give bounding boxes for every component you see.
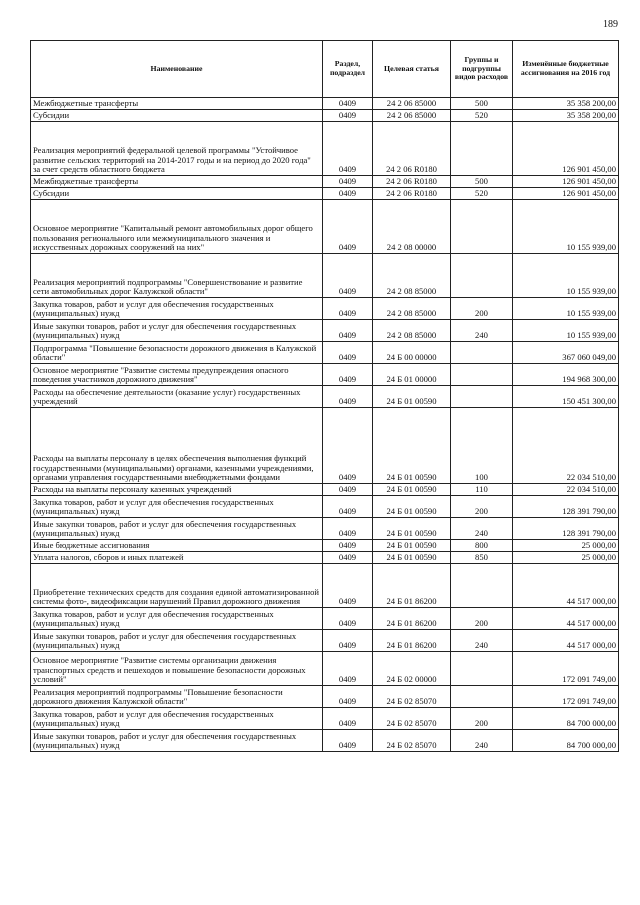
row-article: 24 Б 01 00590 xyxy=(373,518,451,540)
row-group: 500 xyxy=(451,176,513,188)
row-article: 24 Б 01 00590 xyxy=(373,496,451,518)
table-row xyxy=(31,200,619,254)
row-amount: 128 391 790,00 xyxy=(513,496,619,518)
table-row xyxy=(31,686,619,708)
row-article: 24 Б 02 85070 xyxy=(373,708,451,730)
row-article: 24 Б 01 00590 xyxy=(373,540,451,552)
table-row xyxy=(31,652,619,686)
row-group: 200 xyxy=(451,496,513,518)
row-amount: 10 155 939,00 xyxy=(513,298,619,320)
row-name: Приобретение технических средств для создания единой автоматизированной системы фото-, видеофиксации нарушений Правил дорожного движения xyxy=(31,564,323,608)
row-amount: 367 060 049,00 xyxy=(513,342,619,364)
row-name: Подпрограмма "Повышение безопасности дорожного движения в Калужской области" xyxy=(31,342,323,364)
row-section: 0409 xyxy=(323,496,373,518)
row-article: 24 2 08 85000 xyxy=(373,320,451,342)
row-amount: 126 901 450,00 xyxy=(513,188,619,200)
table-row xyxy=(31,630,619,652)
row-article: 24 2 06 85000 xyxy=(373,110,451,122)
row-name: Иные бюджетные ассигнования xyxy=(31,540,323,552)
row-article: 24 Б 01 86200 xyxy=(373,608,451,630)
row-group: 240 xyxy=(451,320,513,342)
row-amount: 172 091 749,00 xyxy=(513,686,619,708)
row-amount: 25 000,00 xyxy=(513,540,619,552)
row-name: Уплата налогов, сборов и иных платежей xyxy=(31,552,323,564)
header-groups: Группы и подгруппы видов расходов xyxy=(451,41,513,98)
row-section: 0409 xyxy=(323,484,373,496)
row-article: 24 Б 01 00590 xyxy=(373,386,451,408)
row-group: 100 xyxy=(451,408,513,484)
table-body xyxy=(31,98,619,752)
row-section: 0409 xyxy=(323,408,373,484)
table-row xyxy=(31,708,619,730)
row-group: 240 xyxy=(451,730,513,752)
row-article: 24 Б 01 00590 xyxy=(373,552,451,564)
row-section: 0409 xyxy=(323,200,373,254)
row-group: 850 xyxy=(451,552,513,564)
row-section: 0409 xyxy=(323,386,373,408)
row-group: 240 xyxy=(451,630,513,652)
row-section: 0409 xyxy=(323,254,373,298)
table-row xyxy=(31,122,619,176)
row-name: Реализация мероприятий федеральной целевой программы "Устойчивое развитие сельских территорий на 2014-2017 годы и на период до 2020 года" за счет средств областного бюджета xyxy=(31,122,323,176)
row-group xyxy=(451,364,513,386)
row-article: 24 2 08 85000 xyxy=(373,254,451,298)
row-group xyxy=(451,342,513,364)
row-section: 0409 xyxy=(323,686,373,708)
header-name: Наименование xyxy=(31,41,323,98)
row-group: 110 xyxy=(451,484,513,496)
header-section: Раздел, подраздел xyxy=(323,41,373,98)
row-section: 0409 xyxy=(323,122,373,176)
row-amount: 22 034 510,00 xyxy=(513,408,619,484)
row-article: 24 2 06 R0180 xyxy=(373,122,451,176)
row-amount: 194 968 300,00 xyxy=(513,364,619,386)
row-group xyxy=(451,386,513,408)
row-section: 0409 xyxy=(323,608,373,630)
row-section: 0409 xyxy=(323,518,373,540)
row-section: 0409 xyxy=(323,364,373,386)
row-name: Иные закупки товаров, работ и услуг для обеспечения государственных (муниципальных) нужд xyxy=(31,320,323,342)
row-article: 24 Б 01 00590 xyxy=(373,484,451,496)
table-row xyxy=(31,496,619,518)
row-name: Межбюджетные трансферты xyxy=(31,176,323,188)
table-row xyxy=(31,564,619,608)
row-group: 520 xyxy=(451,188,513,200)
row-amount: 126 901 450,00 xyxy=(513,122,619,176)
row-name: Расходы на выплаты персоналу в целях обеспечения выполнения функций государственными (муниципальными) органами, казенными учреждениями, органами управления государственными внебюджетными фондами xyxy=(31,408,323,484)
row-article: 24 Б 02 85070 xyxy=(373,686,451,708)
row-amount: 35 358 200,00 xyxy=(513,98,619,110)
table-row xyxy=(31,408,619,484)
row-name: Основное мероприятие "Капитальный ремонт автомобильных дорог общего пользования регионального или межмуниципального значения и искусственных дорожных сооружений на них" xyxy=(31,200,323,254)
row-section: 0409 xyxy=(323,630,373,652)
row-amount: 150 451 300,00 xyxy=(513,386,619,408)
table-row xyxy=(31,176,619,188)
row-amount: 44 517 000,00 xyxy=(513,564,619,608)
row-amount: 10 155 939,00 xyxy=(513,320,619,342)
row-name: Иные закупки товаров, работ и услуг для обеспечения государственных (муниципальных) нужд xyxy=(31,730,323,752)
row-name: Иные закупки товаров, работ и услуг для обеспечения государственных (муниципальных) нужд xyxy=(31,630,323,652)
row-name: Реализация мероприятий подпрограммы "Повышение безопасности дорожного движения Калужской области" xyxy=(31,686,323,708)
row-name: Расходы на выплаты персоналу казенных учреждений xyxy=(31,484,323,496)
row-amount: 84 700 000,00 xyxy=(513,708,619,730)
row-group: 200 xyxy=(451,608,513,630)
row-amount: 22 034 510,00 xyxy=(513,484,619,496)
row-name: Иные закупки товаров, работ и услуг для обеспечения государственных (муниципальных) нужд xyxy=(31,518,323,540)
table-row xyxy=(31,540,619,552)
row-amount: 44 517 000,00 xyxy=(513,630,619,652)
row-group: 200 xyxy=(451,298,513,320)
row-section: 0409 xyxy=(323,98,373,110)
row-amount: 25 000,00 xyxy=(513,552,619,564)
budget-table xyxy=(30,40,619,752)
row-group: 240 xyxy=(451,518,513,540)
table-row xyxy=(31,110,619,122)
table-row xyxy=(31,730,619,752)
header-amount: Изменённые бюджетные ассигнования на 2016 год xyxy=(513,41,619,98)
row-article: 24 Б 01 86200 xyxy=(373,630,451,652)
row-amount: 126 901 450,00 xyxy=(513,176,619,188)
row-section: 0409 xyxy=(323,564,373,608)
row-group: 800 xyxy=(451,540,513,552)
row-group xyxy=(451,200,513,254)
page-number: 189 xyxy=(603,19,618,30)
row-section: 0409 xyxy=(323,708,373,730)
row-section: 0409 xyxy=(323,540,373,552)
row-article: 24 Б 01 00000 xyxy=(373,364,451,386)
row-name: Субсидии xyxy=(31,188,323,200)
table-row xyxy=(31,552,619,564)
table-row xyxy=(31,484,619,496)
row-name: Реализация мероприятий подпрограммы "Совершенствование и развитие сети автомобильных дорог Калужской области" xyxy=(31,254,323,298)
row-article: 24 Б 01 86200 xyxy=(373,564,451,608)
row-amount: 35 358 200,00 xyxy=(513,110,619,122)
row-section: 0409 xyxy=(323,552,373,564)
row-article: 24 Б 00 00000 xyxy=(373,342,451,364)
header-article: Целевая статья xyxy=(373,41,451,98)
row-article: 24 2 06 85000 xyxy=(373,98,451,110)
row-group xyxy=(451,652,513,686)
row-section: 0409 xyxy=(323,110,373,122)
row-name: Основное мероприятие "Развитие системы предупреждения опасного поведения участников дорожного движения" xyxy=(31,364,323,386)
row-section: 0409 xyxy=(323,176,373,188)
row-name: Расходы на обеспечение деятельности (оказание услуг) государственных учреждений xyxy=(31,386,323,408)
row-amount: 128 391 790,00 xyxy=(513,518,619,540)
row-section: 0409 xyxy=(323,320,373,342)
row-article: 24 Б 01 00590 xyxy=(373,408,451,484)
row-name: Закупка товаров, работ и услуг для обеспечения государственных (муниципальных) нужд xyxy=(31,708,323,730)
row-section: 0409 xyxy=(323,298,373,320)
row-group: 500 xyxy=(451,98,513,110)
row-name: Закупка товаров, работ и услуг для обеспечения государственных (муниципальных) нужд xyxy=(31,608,323,630)
row-section: 0409 xyxy=(323,342,373,364)
table-row xyxy=(31,608,619,630)
row-name: Субсидии xyxy=(31,110,323,122)
row-group xyxy=(451,254,513,298)
table-row xyxy=(31,298,619,320)
row-name: Закупка товаров, работ и услуг для обеспечения государственных (муниципальных) нужд xyxy=(31,298,323,320)
row-group xyxy=(451,122,513,176)
row-amount: 10 155 939,00 xyxy=(513,200,619,254)
row-article: 24 2 06 R0180 xyxy=(373,188,451,200)
table-row xyxy=(31,518,619,540)
row-group xyxy=(451,686,513,708)
row-section: 0409 xyxy=(323,730,373,752)
row-article: 24 2 08 00000 xyxy=(373,200,451,254)
row-amount: 84 700 000,00 xyxy=(513,730,619,752)
row-article: 24 Б 02 85070 xyxy=(373,730,451,752)
row-section: 0409 xyxy=(323,652,373,686)
row-article: 24 2 08 85000 xyxy=(373,298,451,320)
row-name: Закупка товаров, работ и услуг для обеспечения государственных (муниципальных) нужд xyxy=(31,496,323,518)
table-row xyxy=(31,188,619,200)
row-name: Основное мероприятие "Развитие системы организации движения транспортных средств и пешеходов и повышение безопасности дорожных условий" xyxy=(31,652,323,686)
row-name: Межбюджетные трансферты xyxy=(31,98,323,110)
table-row xyxy=(31,364,619,386)
row-section: 0409 xyxy=(323,188,373,200)
row-article: 24 Б 02 00000 xyxy=(373,652,451,686)
row-article: 24 2 06 R0180 xyxy=(373,176,451,188)
table-row xyxy=(31,320,619,342)
table-row xyxy=(31,254,619,298)
table-row xyxy=(31,342,619,364)
table-row xyxy=(31,98,619,110)
table-header-row xyxy=(31,41,619,98)
table-row xyxy=(31,386,619,408)
row-amount: 44 517 000,00 xyxy=(513,608,619,630)
row-group: 520 xyxy=(451,110,513,122)
row-group: 200 xyxy=(451,708,513,730)
row-amount: 10 155 939,00 xyxy=(513,254,619,298)
row-group xyxy=(451,564,513,608)
row-amount: 172 091 749,00 xyxy=(513,652,619,686)
